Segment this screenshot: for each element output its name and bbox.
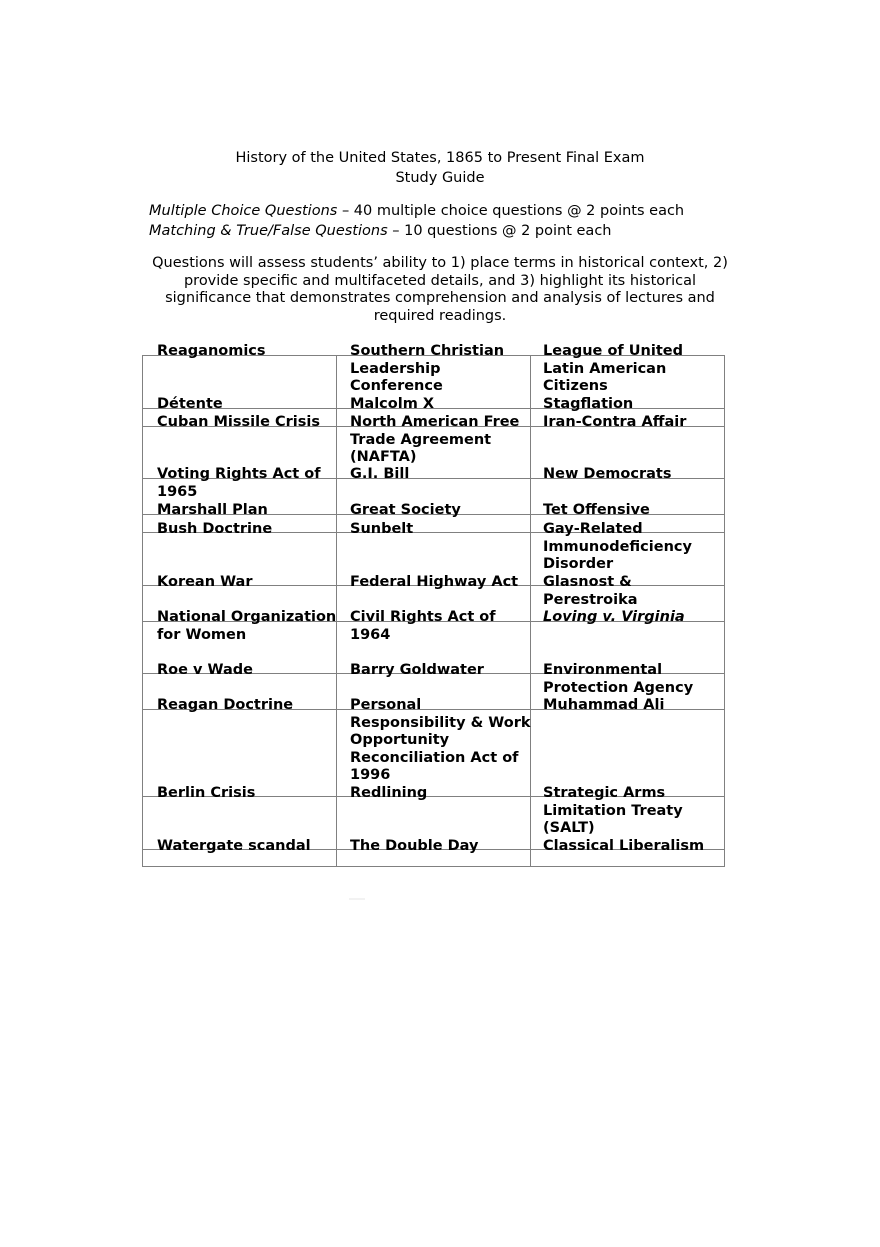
title-line-1: History of the United States, 1865 to Present Final Exam [235, 150, 645, 166]
term-cell: National Organization for Women [157, 609, 337, 643]
title-line-2: Study Guide [395, 170, 485, 186]
intro-paragraph: Questions will assess students’ ability to 1) place terms in historical context, 2) provide specific and multifaceted details, and 3) highlight its historical significance that demonstrates comprehension and analysis of lectures and required readings. [152, 255, 728, 324]
term-cell: Watergate scandal [157, 838, 311, 854]
question-type-label: Matching & True/False Questions [149, 223, 388, 239]
term-cell: Gay-Related Immunodeficiency Disorder [543, 521, 692, 572]
term-cell: Strategic Arms Limitation Treaty (SALT) [543, 785, 683, 836]
question-type-matching [149, 221, 684, 241]
term-cell: Reaganomics [157, 343, 266, 359]
term-cell: Loving v. Virginia [543, 609, 685, 625]
term-cell: Iran-Contra Affair [543, 414, 687, 430]
question-type-detail: – 40 multiple choice questions @ 2 points each [337, 203, 685, 219]
term-cell: Roe v Wade [157, 662, 253, 678]
term-cell: Reagan Doctrine [157, 697, 294, 713]
term-cell: Great Society [350, 502, 461, 518]
term-cell: Muhammad Ali [543, 697, 665, 713]
table-rule [142, 866, 725, 867]
question-type-detail: – 10 questions @ 2 point each [387, 223, 612, 239]
term-cell: Barry Goldwater [350, 662, 484, 678]
term-cell: Sunbelt [350, 521, 414, 537]
term-cell: Stagflation [543, 396, 634, 412]
term-cell: Glasnost & Perestroika [543, 574, 638, 608]
term-cell: Cuban Missile Crisis [157, 414, 320, 430]
term-cell: Southern Christian Leadership Conference [350, 343, 505, 394]
term-cell: Tet Offensive [543, 502, 650, 518]
term-cell: G.I. Bill [350, 466, 410, 482]
term-cell: New Democrats [543, 466, 672, 482]
term-cell: Marshall Plan [157, 502, 268, 518]
question-type-label: Multiple Choice Questions [149, 203, 338, 219]
term-cell: Korean War [157, 574, 253, 590]
term-cell: Personal Responsibility & Work Opportunity Reconciliation Act of 1996 [350, 697, 531, 783]
term-cell: Bush Doctrine [157, 521, 273, 537]
table-rule [142, 355, 143, 867]
term-cell: Environmental Protection Agency [543, 662, 694, 696]
scan-artifact [349, 898, 365, 900]
term-cell: Berlin Crisis [157, 785, 256, 801]
term-cell: The Double Day [350, 838, 479, 854]
question-type-mc [149, 201, 684, 221]
term-cell: League of United Latin American Citizens [543, 343, 683, 394]
page-title [0, 148, 880, 188]
term-cell: Voting Rights Act of 1965 [157, 466, 321, 500]
terms-table [142, 342, 725, 867]
term-cell: Civil Rights Act of 1964 [350, 609, 496, 643]
term-cell: North American Free Trade Agreement (NAFTA) [350, 414, 520, 465]
term-cell: Federal Highway Act [350, 574, 519, 590]
term-cell: Redlining [350, 785, 428, 801]
question-types [149, 201, 684, 241]
term-cell: Classical Liberalism [543, 838, 705, 854]
term-cell: Malcolm X [350, 396, 435, 412]
term-cell: Détente [157, 396, 223, 412]
